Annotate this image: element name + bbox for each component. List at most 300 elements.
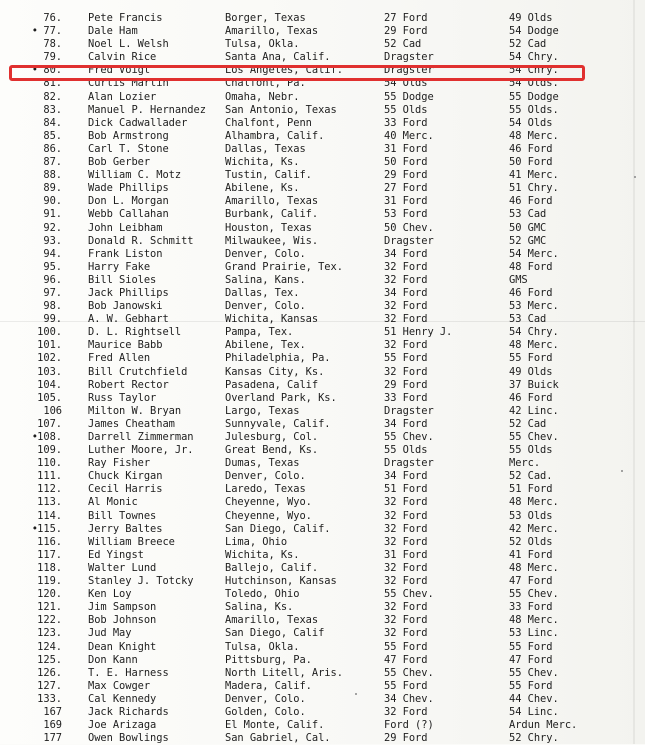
entry-number: 86. <box>43 142 62 155</box>
engine-model: 53 Cad <box>509 313 547 326</box>
engine-model: 52 Chry. <box>509 732 559 745</box>
list-row <box>0 195 645 208</box>
list-row <box>0 392 645 405</box>
car-model: 32 Ford <box>384 627 428 640</box>
entry-number: 111. <box>37 470 62 483</box>
list-row <box>0 130 645 143</box>
hometown: Cheyenne, Wyo. <box>225 496 312 509</box>
entry-number: 81. <box>43 77 62 90</box>
hometown: Tustin, Calif. <box>225 169 312 182</box>
hometown: Denver, Colo. <box>225 692 306 705</box>
car-model: 50 Ford <box>384 156 428 169</box>
hometown: Golden, Colo. <box>225 705 306 718</box>
driver-name: Bob Johnson <box>88 614 157 627</box>
driver-name: Bill Townes <box>88 509 157 522</box>
list-row <box>0 496 645 509</box>
car-model: 32 Ford <box>384 561 428 574</box>
driver-name: Curtis Martin <box>88 77 169 90</box>
driver-name: Bob Gerber <box>88 156 151 169</box>
driver-name: Jack Phillips <box>88 286 169 299</box>
driver-name: Cal Kennedy <box>88 692 157 705</box>
entry-number: 126. <box>37 666 62 679</box>
engine-model: 49 Olds <box>509 365 553 378</box>
entry-number: 177 <box>43 732 62 745</box>
engine-model: 55 Chev. <box>509 588 559 601</box>
entry-number: 102. <box>37 352 62 365</box>
driver-name: Dean Knight <box>88 640 157 653</box>
hometown: Amarillo, Texas <box>225 25 319 38</box>
hometown: Borger, Texas <box>225 12 306 24</box>
row-bullet-mark: • <box>31 522 38 535</box>
engine-model: 47 Ford <box>509 653 553 666</box>
driver-name: Joe Arizaga <box>88 719 157 732</box>
list-row <box>0 248 645 261</box>
list-row <box>0 575 645 588</box>
entry-number: 96. <box>43 273 62 286</box>
car-model: 55 Chev. <box>384 666 434 679</box>
list-row <box>0 680 645 693</box>
car-model: 32 Ford <box>384 601 428 614</box>
engine-model: 53 Olds <box>509 509 553 522</box>
hometown: Ballejo, Calif. <box>225 561 319 574</box>
car-model: 27 Ford <box>384 182 428 195</box>
entry-number: 93. <box>43 234 62 247</box>
driver-name: Jud May <box>88 627 132 640</box>
entry-number: 84. <box>43 116 62 129</box>
driver-name: Alan Lozier <box>88 90 157 103</box>
list-row <box>0 91 645 104</box>
driver-name: Jerry Baltes <box>88 522 163 535</box>
entry-number: 82. <box>43 90 62 103</box>
entry-number: 76. <box>43 12 62 24</box>
car-model: 34 Ford <box>384 247 428 260</box>
hometown: Salina, Ks. <box>225 601 294 614</box>
driver-name: Ray Fisher <box>88 457 151 470</box>
paper-speck <box>621 470 623 472</box>
engine-model: 55 Dodge <box>509 90 559 103</box>
entry-number: 115. <box>37 522 62 535</box>
engine-model: 54 Chry. <box>509 51 559 64</box>
car-model: 55 Olds <box>384 103 428 116</box>
car-model: 55 Ford <box>384 352 428 365</box>
hometown: Cheyenne, Wyo. <box>225 509 312 522</box>
hometown: Chalfont, Pa. <box>225 77 306 90</box>
engine-model: 51 Chry. <box>509 182 559 195</box>
car-model: 55 Olds <box>384 444 428 457</box>
car-model: 31 Ford <box>384 142 428 155</box>
list-row <box>0 117 645 130</box>
hometown: Great Bend, Ks. <box>225 444 319 457</box>
engine-model: 46 Ford <box>509 195 553 208</box>
entry-number: 91. <box>43 208 62 221</box>
paper-speck <box>634 176 636 178</box>
list-row <box>0 405 645 418</box>
driver-name: T. E. Harness <box>88 666 169 679</box>
entry-number: 112. <box>37 483 62 496</box>
driver-name: James Cheatham <box>88 417 175 430</box>
list-row <box>0 64 645 77</box>
hometown: San Diego, Calif. <box>225 522 331 535</box>
engine-model: 52 Cad. <box>509 470 553 483</box>
driver-name: Manuel P. Hernandez <box>88 103 206 116</box>
list-row <box>0 25 645 38</box>
entry-number: 117. <box>37 548 62 561</box>
engine-model: 54 Olds. <box>509 77 559 90</box>
entry-number: 120. <box>37 588 62 601</box>
list-row <box>0 222 645 235</box>
car-model: 50 Chev. <box>384 221 434 234</box>
engine-model: 46 Ford <box>509 286 553 299</box>
driver-name: Don Kann <box>88 653 138 666</box>
car-model: 34 Chev. <box>384 692 434 705</box>
car-model: 32 Ford <box>384 365 428 378</box>
entry-list <box>0 12 645 745</box>
driver-name: Dale Ham <box>88 25 138 38</box>
driver-name: Jim Sampson <box>88 601 157 614</box>
engine-model: 52 GMC <box>509 234 547 247</box>
car-model: 54 Olds <box>384 77 428 90</box>
engine-model: 55 Ford <box>509 640 553 653</box>
car-model: 31 Ford <box>384 548 428 561</box>
car-model: 33 Ford <box>384 116 428 129</box>
hometown: San Diego, Calif <box>225 627 325 640</box>
entry-number: 104. <box>37 378 62 391</box>
entry-number: 124. <box>37 640 62 653</box>
hometown: Abilene, Ks. <box>225 182 300 195</box>
engine-model: 47 Ford <box>509 575 553 588</box>
car-model: 33 Ford <box>384 391 428 404</box>
entry-number: 83. <box>43 103 62 116</box>
driver-name: Russ Taylor <box>88 391 157 404</box>
engine-model: Ardun Merc. <box>509 719 578 732</box>
car-model: 32 Ford <box>384 313 428 326</box>
engine-model: 50 Ford <box>509 156 553 169</box>
driver-name: Donald R. Schmitt <box>88 234 194 247</box>
car-model: 32 Ford <box>384 522 428 535</box>
hometown: Amarillo, Texas <box>225 195 319 208</box>
car-model: 29 Ford <box>384 378 428 391</box>
car-model: 32 Ford <box>384 300 428 313</box>
list-row <box>0 732 645 745</box>
list-row <box>0 549 645 562</box>
engine-model: 55 Chev. <box>509 666 559 679</box>
hometown: North Litell, Aris. <box>225 666 343 679</box>
engine-model: 54 Merc. <box>509 247 559 260</box>
car-model: Dragster <box>384 457 434 470</box>
entry-number: 133. <box>37 692 62 705</box>
list-row <box>0 693 645 706</box>
driver-name: Calvin Rice <box>88 51 157 64</box>
engine-model: 53 Cad <box>509 208 547 221</box>
row-bullet-mark: • <box>31 431 38 443</box>
list-row <box>0 104 645 117</box>
list-row <box>0 51 645 64</box>
entry-number: 99. <box>43 313 62 326</box>
car-model: 55 Dodge <box>384 90 434 103</box>
hometown: Abilene, Tex. <box>225 339 306 352</box>
hometown: Milwaukee, Wis. <box>225 234 319 247</box>
driver-name: Bob Armstrong <box>88 129 169 142</box>
list-row <box>0 274 645 287</box>
car-model: Dragster <box>384 404 434 417</box>
hometown: Denver, Colo. <box>225 300 306 313</box>
hometown: Hutchinson, Kansas <box>225 575 337 588</box>
driver-name: Al Monic <box>88 496 138 509</box>
engine-model: 55 Olds. <box>509 103 559 116</box>
driver-name: Noel L. Welsh <box>88 38 169 51</box>
row-bullet-mark: • <box>31 25 38 38</box>
list-row <box>0 627 645 640</box>
car-model: 51 Henry J. <box>384 326 453 339</box>
entry-number: 95. <box>43 260 62 273</box>
list-row <box>0 719 645 732</box>
hometown: Sunnyvale, Calif. <box>225 417 331 430</box>
hometown: Salina, Kans. <box>225 273 306 286</box>
hometown: Pasadena, Calif <box>225 378 319 391</box>
car-model: 32 Ford <box>384 339 428 352</box>
hometown: Kansas City, Ks. <box>225 365 325 378</box>
entry-number: 87. <box>43 156 62 169</box>
list-row <box>0 366 645 379</box>
driver-name: Carl T. Stone <box>88 142 169 155</box>
entry-number: 88. <box>43 169 62 182</box>
hometown: Lima, Ohio <box>225 535 288 548</box>
car-model: 55 Ford <box>384 679 428 692</box>
list-row <box>0 352 645 365</box>
list-row <box>0 77 645 90</box>
entry-number: 92. <box>43 221 62 234</box>
engine-model: 50 GMC <box>509 221 547 234</box>
car-model: 55 Chev. <box>384 431 434 443</box>
entry-number: 103. <box>37 365 62 378</box>
car-model: 27 Ford <box>384 12 428 24</box>
hometown: Tulsa, Okla. <box>225 38 300 51</box>
driver-name: Bill Crutchfield <box>88 365 188 378</box>
car-model: 32 Ford <box>384 496 428 509</box>
entry-number: 113. <box>37 496 62 509</box>
driver-name: Maurice Babb <box>88 339 163 352</box>
entry-number: 101. <box>37 339 62 352</box>
hometown: Wichita, Ks. <box>225 156 300 169</box>
car-model: 34 Ford <box>384 470 428 483</box>
hometown: Los Angeles, Calif. <box>225 64 343 77</box>
entry-number: 118. <box>37 561 62 574</box>
hometown: Toledo, Ohio <box>225 588 300 601</box>
car-model: 40 Merc. <box>384 129 434 142</box>
list-row <box>0 261 645 274</box>
driver-name: Don L. Morgan <box>88 195 169 208</box>
engine-model: 52 Cad <box>509 38 547 51</box>
engine-model: 44 Chev. <box>509 692 559 705</box>
entry-number: 108. <box>37 431 62 443</box>
list-row <box>0 156 645 169</box>
entry-number: 123. <box>37 627 62 640</box>
engine-model: 49 Olds <box>509 12 553 24</box>
list-row <box>0 12 645 25</box>
entry-number: 169 <box>43 719 62 732</box>
hometown: Amarillo, Texas <box>225 614 319 627</box>
entry-number: 90. <box>43 195 62 208</box>
list-row <box>0 601 645 614</box>
driver-name: Owen Bowlings <box>88 732 169 745</box>
engine-model: 54 Olds <box>509 116 553 129</box>
hometown: Largo, Texas <box>225 404 300 417</box>
driver-name: Luther Moore, Jr. <box>88 444 194 457</box>
engine-model: 54 Linc. <box>509 705 559 718</box>
row-bullet-mark: • <box>31 64 38 77</box>
driver-name: Harry Fake <box>88 260 151 273</box>
hometown: Houston, Texas <box>225 221 312 234</box>
engine-model: 33 Ford <box>509 601 553 614</box>
hometown: Philadelphia, Pa. <box>225 352 331 365</box>
list-row <box>0 38 645 51</box>
driver-name: Robert Rector <box>88 378 169 391</box>
list-row <box>0 313 645 326</box>
car-model: Dragster <box>384 51 434 64</box>
hometown: Chalfont, Penn <box>225 116 312 129</box>
car-model: 29 Ford <box>384 169 428 182</box>
engine-model: 41 Merc. <box>509 169 559 182</box>
hometown: Tulsa, Okla. <box>225 640 300 653</box>
entry-number: 100. <box>37 326 62 339</box>
list-row <box>0 444 645 457</box>
driver-name: Milton W. Bryan <box>88 404 182 417</box>
car-model: 55 Ford <box>384 640 428 653</box>
driver-name: John Leibham <box>88 221 163 234</box>
engine-model: 54 Chry. <box>509 64 559 77</box>
list-row <box>0 457 645 470</box>
engine-model: 53 Merc. <box>509 300 559 313</box>
entry-number: 89. <box>43 182 62 195</box>
entry-number: 119. <box>37 575 62 588</box>
list-row <box>0 418 645 431</box>
car-model: 32 Ford <box>384 535 428 548</box>
engine-model: 48 Ford <box>509 260 553 273</box>
list-row <box>0 208 645 221</box>
engine-model: 55 Chev. <box>509 431 559 443</box>
car-model: 32 Ford <box>384 614 428 627</box>
car-model: Ford (?) <box>384 719 434 732</box>
list-row <box>0 654 645 667</box>
driver-name: Jack Richards <box>88 705 169 718</box>
driver-name: Stanley J. Totcky <box>88 575 194 588</box>
engine-model: 52 Cad <box>509 417 547 430</box>
hometown: Dallas, Texas <box>225 142 306 155</box>
driver-name: Wade Phillips <box>88 182 169 195</box>
hometown: Alhambra, Calif. <box>225 129 325 142</box>
hometown: Dumas, Texas <box>225 457 300 470</box>
list-row <box>0 614 645 627</box>
driver-name: William Breece <box>88 535 175 548</box>
car-model: 32 Ford <box>384 705 428 718</box>
engine-model: 54 Chry. <box>509 326 559 339</box>
car-model: 55 Chev. <box>384 588 434 601</box>
car-model: 31 Ford <box>384 195 428 208</box>
engine-model: 51 Ford <box>509 483 553 496</box>
entry-number: 94. <box>43 247 62 260</box>
engine-model: Merc. <box>509 457 541 470</box>
engine-model: 41 Ford <box>509 548 553 561</box>
list-row <box>0 300 645 313</box>
car-model: Dragster <box>384 234 434 247</box>
engine-model: 42 Linc. <box>509 404 559 417</box>
list-row <box>0 641 645 654</box>
list-row <box>0 523 645 536</box>
car-model: 51 Ford <box>384 483 428 496</box>
engine-model: 53 Linc. <box>509 627 559 640</box>
car-model: 32 Ford <box>384 509 428 522</box>
car-model: 34 Ford <box>384 286 428 299</box>
driver-name: Walter Lund <box>88 561 157 574</box>
engine-model: 46 Ford <box>509 142 553 155</box>
car-model: 47 Ford <box>384 653 428 666</box>
entry-number: 116. <box>37 535 62 548</box>
entry-number: 106 <box>43 404 62 417</box>
driver-name: Bill Sioles <box>88 273 157 286</box>
car-model: 53 Ford <box>384 208 428 221</box>
list-row <box>0 510 645 523</box>
driver-name: William C. Motz <box>88 169 182 182</box>
entry-number: 167 <box>43 705 62 718</box>
car-model: 29 Ford <box>384 25 428 38</box>
driver-name: Webb Callahan <box>88 208 169 221</box>
car-model: 52 Cad <box>384 38 422 51</box>
hometown: Denver, Colo. <box>225 247 306 260</box>
hometown: Burbank, Calif. <box>225 208 319 221</box>
hometown: Dallas, Tex. <box>225 286 300 299</box>
list-row <box>0 182 645 195</box>
driver-name: Fred Voigt <box>88 64 151 77</box>
driver-name: Ken Loy <box>88 588 132 601</box>
list-row <box>0 339 645 352</box>
driver-name: Darrell Zimmerman <box>88 431 194 443</box>
driver-name: Cecil Harris <box>88 483 163 496</box>
engine-model: 48 Merc. <box>509 496 559 509</box>
driver-name: A. W. Gebhart <box>88 313 169 326</box>
engine-model: 54 Dodge <box>509 25 559 38</box>
engine-model: 48 Merc. <box>509 129 559 142</box>
entry-number: 127. <box>37 679 62 692</box>
hometown: Madera, Calif. <box>225 679 312 692</box>
engine-model: GMS <box>509 273 528 286</box>
engine-model: 46 Ford <box>509 391 553 404</box>
hometown: Wichita, Kansas <box>225 313 319 326</box>
hometown: Santa Ana, Calif. <box>225 51 331 64</box>
list-row <box>0 235 645 248</box>
list-row <box>0 431 645 444</box>
entry-number: 97. <box>43 286 62 299</box>
entry-number: 122. <box>37 614 62 627</box>
list-row <box>0 470 645 483</box>
hometown: Wichita, Ks. <box>225 548 300 561</box>
list-row <box>0 667 645 680</box>
entry-number: 105. <box>37 391 62 404</box>
car-model: 32 Ford <box>384 575 428 588</box>
entry-number: 85. <box>43 129 62 142</box>
driver-name: Max Cowger <box>88 679 151 692</box>
driver-name: Dick Cadwallader <box>88 116 188 129</box>
entry-number: 109. <box>37 444 62 457</box>
list-row <box>0 379 645 392</box>
list-row <box>0 588 645 601</box>
engine-model: 55 Olds <box>509 444 553 457</box>
engine-model: 52 Olds <box>509 535 553 548</box>
engine-model: 55 Ford <box>509 352 553 365</box>
list-row <box>0 169 645 182</box>
entry-number: 114. <box>37 509 62 522</box>
entry-number: 79. <box>43 51 62 64</box>
list-row <box>0 483 645 496</box>
